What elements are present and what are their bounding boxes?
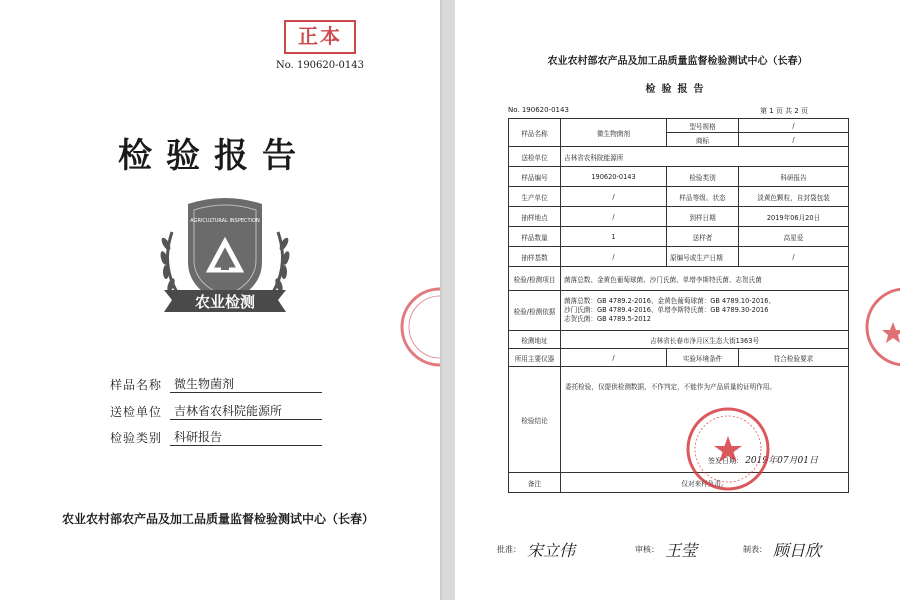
basis-line: 沙门氏菌：GB 4789.4-2016、单增李斯特氏菌：GB 4789.30-2016 <box>564 306 769 314</box>
cell-value: / <box>739 133 849 147</box>
table-row <box>509 367 849 473</box>
field-label: 检验类别 <box>110 431 163 445</box>
inspection-seal <box>685 406 771 492</box>
field-value: 吉林省农科院能源所 <box>170 402 322 420</box>
table-row <box>509 147 849 167</box>
page-indicator: 第 1 页 共 2 页 <box>760 107 809 115</box>
cover-field-sample-name <box>110 375 322 393</box>
prepare-signature-text: 顾日欣 <box>773 541 822 560</box>
emblem-banner-text: 农业检测 <box>194 293 256 311</box>
table-row <box>509 227 849 247</box>
report-table <box>508 118 849 493</box>
cell-value: 淡黄色颗粒，自封袋包装 <box>739 187 849 207</box>
cell-label: 生产单位 <box>509 187 561 207</box>
review-signature <box>635 538 697 561</box>
table-row <box>509 267 849 291</box>
review-signature-text: 王莹 <box>665 541 698 560</box>
table-row <box>509 119 849 133</box>
cover-edge-seal <box>395 282 440 372</box>
issue-date-label: 签发日期： <box>707 457 743 465</box>
cell-value: 菌落总数、金黄色葡萄球菌、沙门氏菌、单增李斯特氏菌、志贺氏菌 <box>561 267 849 291</box>
cell-value: / <box>739 247 849 267</box>
cell-label: 样品编号 <box>509 167 561 187</box>
cell-value: / <box>561 247 667 267</box>
edge-seal <box>865 282 900 372</box>
basis-line: 志贺氏菌：GB 4789.5-2012 <box>564 315 651 323</box>
cover-report-number: No. 190620-0143 <box>276 60 364 71</box>
cell-label: 样品数量 <box>509 227 561 247</box>
review-label: 审核： <box>635 545 659 554</box>
issue-date: 2019年07月01日 <box>745 456 818 466</box>
cell-value: / <box>561 207 667 227</box>
cell-value: / <box>561 187 667 207</box>
cell-label: 检验/检测项目 <box>509 267 561 291</box>
table-row <box>509 291 849 331</box>
cell-label: 送检单位 <box>509 147 561 167</box>
cell-value: 190620-0143 <box>561 167 667 187</box>
cell-label: 抽样地点 <box>509 207 561 227</box>
cell-value: 高星爱 <box>739 227 849 247</box>
cell-label: 商标 <box>667 133 739 147</box>
cell-value: / <box>561 349 667 367</box>
cell-label: 检验结论 <box>509 367 561 473</box>
table-row <box>509 331 849 349</box>
conclusion-text: 委托检验，仅提供检测数据，不作判定，不能作为产品质量的证明作用。 <box>565 383 776 391</box>
cell-value: 仅对来样负责。 <box>561 473 849 493</box>
basis-line: 菌落总数：GB 4789.2-2016、金黄色葡萄球菌：GB 4789.10-2016、 <box>564 297 776 305</box>
cell-label: 样品名称 <box>509 119 561 147</box>
approve-label: 批准： <box>497 545 521 554</box>
table-row <box>509 473 849 493</box>
cover-field-sender <box>110 402 322 420</box>
cell-label: 到样日期 <box>667 207 739 227</box>
table-row <box>509 207 849 227</box>
cell-label: 备注 <box>509 473 561 493</box>
cell-value: 1 <box>561 227 667 247</box>
cell-label: 实验环境条件 <box>667 349 739 367</box>
cell-label: 检测地址 <box>509 331 561 349</box>
cell-label: 抽样基数 <box>509 247 561 267</box>
cell-label: 送样者 <box>667 227 739 247</box>
cell-label: 检验类别 <box>667 167 739 187</box>
field-value: 微生物菌剂 <box>170 375 322 393</box>
report-organization: 农业农村部农产品及加工品质量监督检验测试中心（长春） <box>547 56 808 67</box>
cell-label: 样品等级、状态 <box>667 187 739 207</box>
cell-value: / <box>739 119 849 133</box>
cover-organization: 农业农村部农产品及加工品质量监督检验测试中心（长春） <box>62 512 375 526</box>
prepare-label: 制表： <box>743 545 767 554</box>
cover-field-category <box>110 428 322 446</box>
table-row <box>509 349 849 367</box>
cell-value <box>561 291 849 331</box>
original-stamp: 正本 <box>284 20 356 54</box>
cell-label: 检验/检测依据 <box>509 291 561 331</box>
cover-title: 检验报告 <box>118 136 310 176</box>
approval-signature <box>497 538 575 561</box>
report-number: No. 190620-0143 <box>508 106 569 114</box>
cell-value: 微生物菌剂 <box>561 119 667 147</box>
cell-label: 型号规格 <box>667 119 739 133</box>
cell-value: 科研报告 <box>739 167 849 187</box>
cell-value: 符合检验要求 <box>739 349 849 367</box>
table-row <box>509 187 849 207</box>
cover-page <box>0 0 440 600</box>
approve-signature: 宋立伟 <box>527 541 576 560</box>
cell-value: 2019年06月20日 <box>739 207 849 227</box>
cell-label: 原编号或生产日期 <box>667 247 739 267</box>
cell-value: 吉林省长春市净月区生态大街1363号 <box>561 331 849 349</box>
field-label: 样品名称 <box>110 378 163 392</box>
table-row <box>509 167 849 187</box>
cell-value: 吉林省农科院能源所 <box>561 147 849 167</box>
table-row <box>509 247 849 267</box>
field-value: 科研报告 <box>170 428 322 446</box>
report-title: 检验报告 <box>645 84 710 95</box>
cell-label: 所用主要仪器 <box>509 349 561 367</box>
prepare-signature <box>743 538 821 561</box>
report-page <box>455 0 900 600</box>
agricultural-inspection-emblem <box>150 192 300 332</box>
emblem-arc-text: AGRICULTURAL INSPECTION <box>190 218 260 224</box>
field-label: 送检单位 <box>110 405 163 419</box>
